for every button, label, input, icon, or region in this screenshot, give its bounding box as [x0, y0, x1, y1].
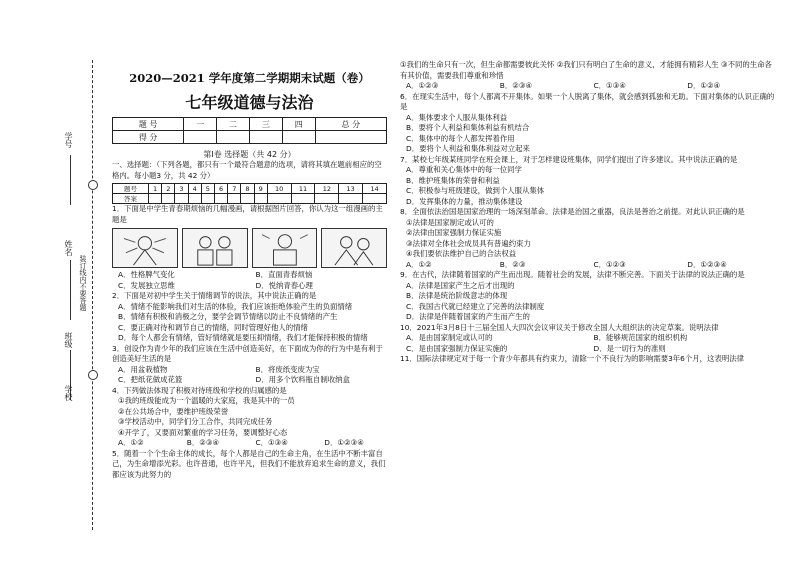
q7-option-b[interactable]: B．维护班集体的荣誉和利益 — [406, 175, 500, 185]
score-header-cell: 二 — [217, 118, 250, 131]
question-1: 1．下面是中学生青春期烦恼的几幅漫画，请根据图片回答，你认为这一组漫画的主题是 — [112, 204, 383, 224]
answer-entry-cell[interactable] — [228, 194, 241, 204]
q10-option-a[interactable]: A．是由国家制定或认可的 — [406, 333, 493, 342]
exam-subject-title: 七年级道德与法治 — [185, 93, 314, 112]
answer-number-cell: 12 — [315, 184, 339, 194]
q4-option-d[interactable]: D．①②③④ — [324, 438, 364, 447]
q9-option-d[interactable]: D．法律是伴随着国家的产生而产生的 — [406, 312, 530, 321]
answer-entry-cell[interactable] — [241, 194, 254, 204]
question-11: 11．国际法律规定对于每一个青少年都具有约束力，清除一个不良行为的影响需要3年6个月，这表明法律 — [400, 354, 745, 363]
answer-number-cell: 2 — [162, 184, 175, 194]
score-table — [112, 117, 387, 144]
binding-hole-icon — [88, 370, 98, 380]
q8-item: ③法律对全体社会成员具有普遍约束力 — [406, 238, 531, 248]
q4-item: ③学校活动中，同学们分工合作，共同完成任务 — [118, 417, 273, 426]
q2-option-c[interactable]: C．要正确对待和调节自己的情绪，同时管理好他人的情绪 — [118, 322, 308, 332]
q8-item: ①法律是国家制定或认可的 — [406, 217, 494, 227]
answer-entry-cell[interactable] — [162, 194, 175, 204]
question-10: 10．2021年3月8日十三届全国人大四次会议审议关于修改全国人大组织法的决定草案。说明法律 — [400, 322, 719, 332]
score-header-cell: 四 — [282, 118, 315, 131]
part1-title: 第Ⅰ卷 选择题（共 42 分） — [203, 150, 296, 159]
q1-option-c[interactable]: C．发展独立思维 — [118, 280, 175, 290]
answer-entry-cell[interactable] — [291, 194, 315, 204]
part1-instructions: 一、选择题：（下列各题，都只有一个最符合题意的选项，请将其填在题前相应的空格内。每小题3 分，共 42 分） — [112, 160, 382, 180]
q5-continued-items: ①我们的生命只有一次，但生命都需要彼此关怀 ②我们只有明白了生命的意义，才能拥有精彩人生 ③不同的生命各有其价值，需要我们尊重和珍惜 — [400, 60, 772, 80]
q10-option-b[interactable]: B．能够规范国家的组织机构 — [593, 333, 688, 342]
answer-entry-cell[interactable] — [254, 194, 267, 204]
q10-option-d[interactable]: D．是一切行为的准则 — [593, 343, 666, 353]
answer-entry-cell[interactable] — [315, 194, 339, 204]
exam-year-title: 2020—2021 学年度第二学期期末试题（卷） — [129, 71, 370, 85]
score-row-label: 得 分 — [113, 131, 184, 144]
answer-row-label: 答案 — [113, 194, 149, 204]
answer-number-cell: 5 — [201, 184, 214, 194]
answer-number-cell: 3 — [175, 184, 188, 194]
q2-option-d[interactable]: D．每个人都会有情绪，管好情绪就是要压抑情绪，我们才能保持积极的情绪 — [118, 333, 368, 342]
q3-option-b[interactable]: B．将废纸变废为宝 — [255, 364, 320, 374]
q7-option-c[interactable]: C．积极参与班级建设，做到个人服从集体 — [406, 186, 545, 195]
q6-option-d[interactable]: D．要将个人利益和集体利益对立起来 — [406, 144, 530, 153]
answer-number-cell: 4 — [188, 184, 201, 194]
cartoon-panel-image — [182, 228, 248, 268]
answer-number-cell: 11 — [291, 184, 315, 194]
score-entry-cell[interactable] — [315, 131, 386, 144]
binding-margin — [48, 60, 108, 530]
cartoon-panel-image — [321, 228, 387, 268]
question-8: 8．全面依法治国是国家治理的一场深刻革命。法律是治国之重器，良法是善治之前提。对此认识正确的是 — [400, 207, 745, 216]
answer-row-label: 题号 — [113, 184, 149, 194]
margin-label-student-id: 学号 — [64, 132, 73, 148]
q1-option-a[interactable]: A．性格脾气变化 — [118, 270, 175, 279]
q8-option-d[interactable]: D．①②③④ — [687, 259, 727, 269]
q5-option-b[interactable]: B．②③④ — [499, 81, 533, 90]
binding-hole-icon — [88, 180, 98, 190]
answer-table — [112, 183, 387, 204]
answer-number-cell: 13 — [339, 184, 363, 194]
q5-option-a[interactable]: A．①②③ — [406, 81, 439, 90]
q10-option-c[interactable]: C．是由国家强制力保证实施的 — [406, 343, 508, 353]
question-9: 9．在古代，法律随着国家的产生而出现。随着社会的发展，法律不断完善。下面关于法律的说法正确的是 — [400, 270, 745, 279]
question-5: 5．随着一个个生命主体的成长，每个人都是自己的生命主角，在生活中不断丰富自己，为生命增添光彩。也许普通，也许平凡，但我们不能放弃追求生命的意义，我们都应该为此努力的 — [112, 448, 386, 479]
score-header-cell: 一 — [184, 118, 217, 131]
q4-item: ②在公共场合中，要维护班级荣誉 — [118, 406, 229, 416]
answer-number-cell: 14 — [363, 184, 387, 194]
q2-option-a[interactable]: A．情绪不能影响我们对生活的体验，我们应该拒绝体验产生的负面情绪 — [118, 301, 353, 311]
q9-option-b[interactable]: B．法律是统治阶级意志的体现 — [406, 291, 508, 300]
answer-entry-cell[interactable] — [267, 194, 291, 204]
q8-item: ②法律由国家强制力保证实施 — [406, 228, 502, 237]
answer-number-cell: 6 — [214, 184, 227, 194]
question-7: 7．某校七年级某班同学在班会课上，对于怎样建设班集体，同学们提出了许多建议。其中说法正确的是 — [400, 154, 738, 164]
q4-item: ④开学了，又要面对繁重的学习任务，要调整好心态 — [118, 427, 288, 437]
answer-number-cell: 9 — [254, 184, 267, 194]
cartoon-panel-image — [252, 228, 318, 268]
answer-entry-cell[interactable] — [201, 194, 214, 204]
answer-entry-cell[interactable] — [188, 194, 201, 204]
q3-option-d[interactable]: D．用多个饮料瓶自制收纳盒 — [255, 375, 350, 384]
q3-option-c[interactable]: C．把纸花做成花篮 — [118, 375, 183, 384]
right-column — [400, 60, 775, 550]
q8-option-b[interactable]: B．②③ — [499, 259, 526, 269]
q5-option-c[interactable]: C．①③④ — [593, 81, 626, 90]
question-2: 2．下面是对初中学生关于情绪调节的说法，其中说法正确的是 — [112, 291, 317, 300]
q9-option-c[interactable]: C．我国古代就已经建立了完善的法律制度 — [406, 301, 545, 311]
score-header-cell: 总 分 — [315, 118, 386, 131]
cartoon-panel-image — [112, 228, 178, 268]
q1-option-d[interactable]: D．悦纳青春心理 — [255, 280, 313, 290]
q4-option-a[interactable]: A．①② — [118, 438, 144, 447]
q8-option-a[interactable]: A．①② — [406, 259, 432, 269]
q7-option-a[interactable]: A．尊重和关心集体中的每一位同学 — [406, 165, 522, 174]
q2-option-b[interactable]: B．情绪有积极和消极之分，要学会调节情绪以防止不良情绪的产生 — [118, 312, 338, 321]
answer-entry-cell[interactable] — [148, 194, 161, 204]
q8-option-c[interactable]: C．①②③ — [593, 259, 626, 269]
q4-option-c[interactable]: C．①③④ — [255, 438, 288, 447]
answer-number-cell: 8 — [241, 184, 254, 194]
score-entry-cell[interactable] — [249, 131, 282, 144]
q8-item: ④我们要依法维护自己的合法权益 — [406, 249, 517, 258]
q1-option-b[interactable]: B．直面青春烦恼 — [255, 270, 313, 279]
binding-warning-text: 装订线内不要答题 — [79, 255, 87, 311]
answer-number-cell: 10 — [267, 184, 291, 194]
margin-fill-line — [70, 260, 71, 320]
answer-number-cell: 1 — [148, 184, 161, 194]
q4-option-b[interactable]: B．②③④ — [186, 438, 220, 447]
question-4: 4．下列做法体现了积极对待班级和学校的归属感的是 — [112, 385, 287, 395]
q4-item: ①我的班级能成为一个温暖的大家庭，我是其中的一员 — [118, 396, 295, 405]
q5-option-d[interactable]: D．①②④ — [687, 81, 721, 90]
question-3: 3．创设作为青少年的我们应该在生活中创造美好，在下面成为你的行为中是有利于创造美好生活的是 — [112, 343, 383, 363]
score-entry-cell[interactable] — [184, 131, 217, 144]
score-header-cell: 三 — [249, 118, 282, 131]
answer-entry-cell[interactable] — [175, 194, 188, 204]
q3-option-a[interactable]: A．用盆栽植物 — [118, 364, 168, 374]
q6-option-c[interactable]: C．集体中的每个人都发挥着作用 — [406, 133, 515, 143]
q6-option-a[interactable]: A．集体要求个人服从集体利益 — [406, 112, 508, 122]
cartoon-strip — [112, 228, 387, 268]
q9-option-a[interactable]: A．法律是国家产生之后才出现的 — [406, 280, 515, 290]
margin-label-name: 姓名 — [64, 240, 73, 256]
answer-entry-cell[interactable] — [363, 194, 387, 204]
answer-entry-cell[interactable] — [214, 194, 227, 204]
answer-number-cell: 7 — [228, 184, 241, 194]
question-6: 6．在现实生活中，每个人都离不开集体。如果一个人脱离了集体，就会感到孤独和无助。下面对集体的认识正确的是 — [400, 91, 775, 111]
score-entry-cell[interactable] — [217, 131, 250, 144]
q7-option-d[interactable]: D．发挥集体的力量，推动集体建设 — [406, 196, 523, 206]
margin-fill-line — [70, 155, 71, 205]
margin-label-class: 班级 — [64, 332, 73, 348]
score-header-cell: 题 号 — [113, 118, 184, 131]
margin-label-school: 学校 — [64, 385, 73, 401]
left-column — [112, 60, 387, 550]
q6-option-b[interactable]: B．要将个人利益和集体利益有机结合 — [406, 123, 530, 132]
score-entry-cell[interactable] — [282, 131, 315, 144]
answer-entry-cell[interactable] — [339, 194, 363, 204]
binding-dashed-line — [92, 60, 93, 530]
